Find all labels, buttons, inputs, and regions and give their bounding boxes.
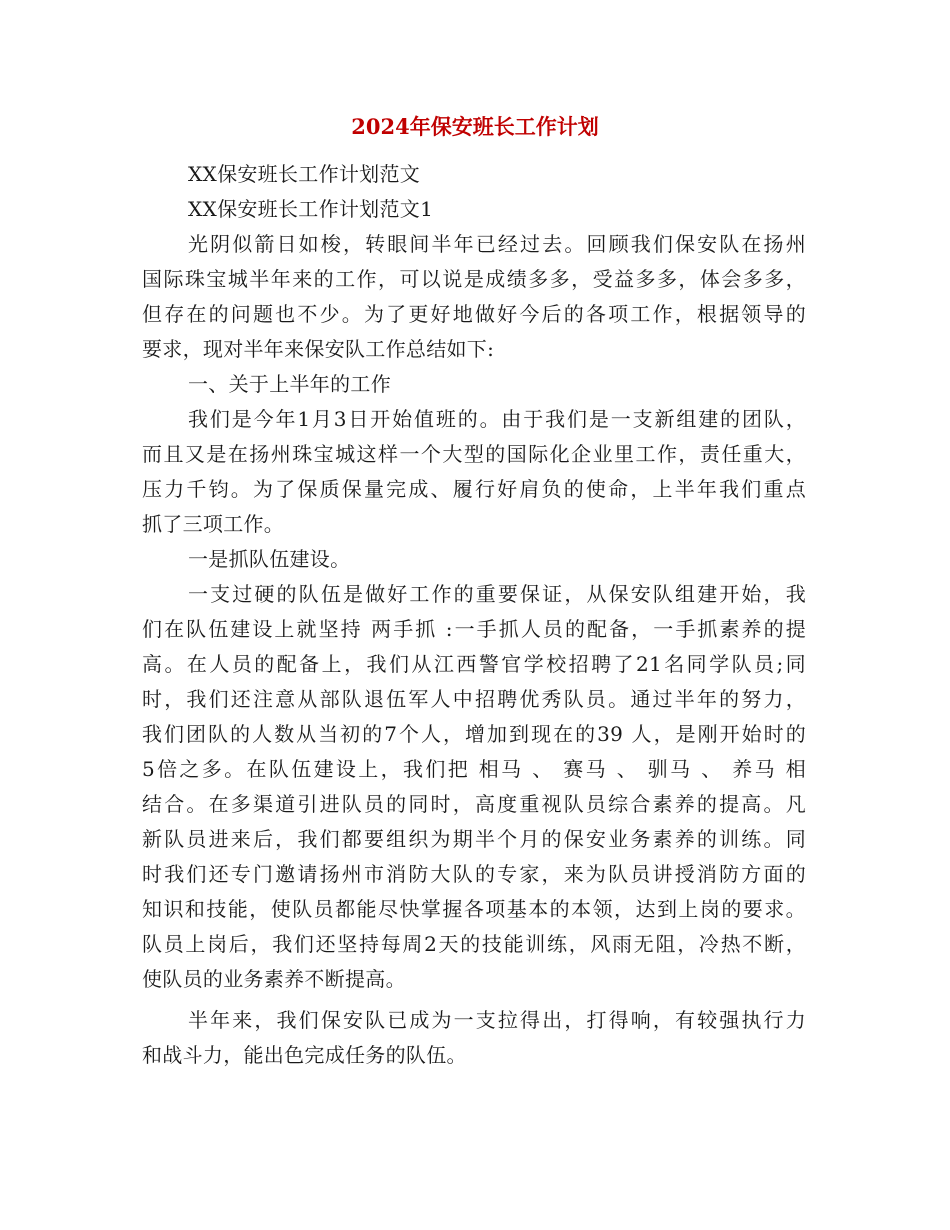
paragraph-line: 时，我们还注意从部队退伍军人中招聘优秀队员。通过半年的努力， [142,687,806,711]
paragraph-line: XX保安班长工作计划范文 [188,162,421,186]
paragraph-line: 们在队伍建设上就坚持 两手抓 :一手抓人员的配备，一手抓素养的提 [142,617,806,641]
paragraph-line: 高。在人员的配备上，我们从江西警官学校招聘了21名同学队员;同 [142,652,806,676]
paragraph-line: 队员上岗后，我们还坚持每周2天的技能训练，风雨无阻，冷热不断， [142,932,806,956]
paragraph-line: 抓了三项工作。 [142,512,285,536]
paragraph-line: 5倍之多。在队伍建设上，我们把 相马 、 赛马 、 驯马 、 养马 相 [142,757,806,781]
paragraph-line: 半年来，我们保安队已成为一支拉得出，打得响，有较强执行力 [188,1008,806,1032]
document-title: 2024年保安班长工作计划 [351,114,599,139]
paragraph-line: 新队员进来后，我们都要组织为期半个月的保安业务素养的训练。同 [142,827,806,851]
document-body [142,157,806,1073]
paragraph-line: 一支过硬的队伍是做好工作的重要保证，从保安队组建开始，我 [188,582,806,606]
paragraph-line: 和战斗力，能出色完成任务的队伍。 [142,1043,467,1067]
paragraph-line: 要求，现对半年来保安队工作总结如下: [142,337,495,361]
paragraph-line: 光阴似箭日如梭，转眼间半年已经过去。回顾我们保安队在扬州 [188,232,806,256]
paragraph-line: 我们是今年1月3日开始值班的。由于我们是一支新组建的团队， [188,407,806,431]
paragraph-line: 国际珠宝城半年来的工作，可以说是成绩多多，受益多多，体会多多， [142,267,806,291]
paragraph-line: 而且又是在扬州珠宝城这样一个大型的国际化企业里工作，责任重大， [142,442,806,466]
paragraph-line: 压力千钧。为了保质保量完成、履行好肩负的使命，上半年我们重点 [142,477,806,501]
paragraph-line: 但存在的问题也不少。为了更好地做好今后的各项工作，根据领导的 [142,302,806,326]
paragraph-line: 我们团队的人数从当初的7个人，增加到现在的39 人，是刚开始时的 [142,722,806,746]
paragraph-line: 时我们还专门邀请扬州市消防大队的专家，来为队员讲授消防方面的 [142,862,806,886]
paragraph-line: 使队员的业务素养不断提高。 [142,967,406,991]
paragraph-line: 结合。在多渠道引进队员的同时，高度重视队员综合素养的提高。凡 [142,792,806,816]
paragraph-line: XX保安班长工作计划范文1 [188,197,434,221]
paragraph-line: 知识和技能，使队员都能尽快掌握各项基本的本领，达到上岗的要求。 [142,897,806,921]
paragraph-line: 一、关于上半年的工作 [188,372,391,396]
paragraph-line: 一是抓队伍建设。 [188,547,351,571]
